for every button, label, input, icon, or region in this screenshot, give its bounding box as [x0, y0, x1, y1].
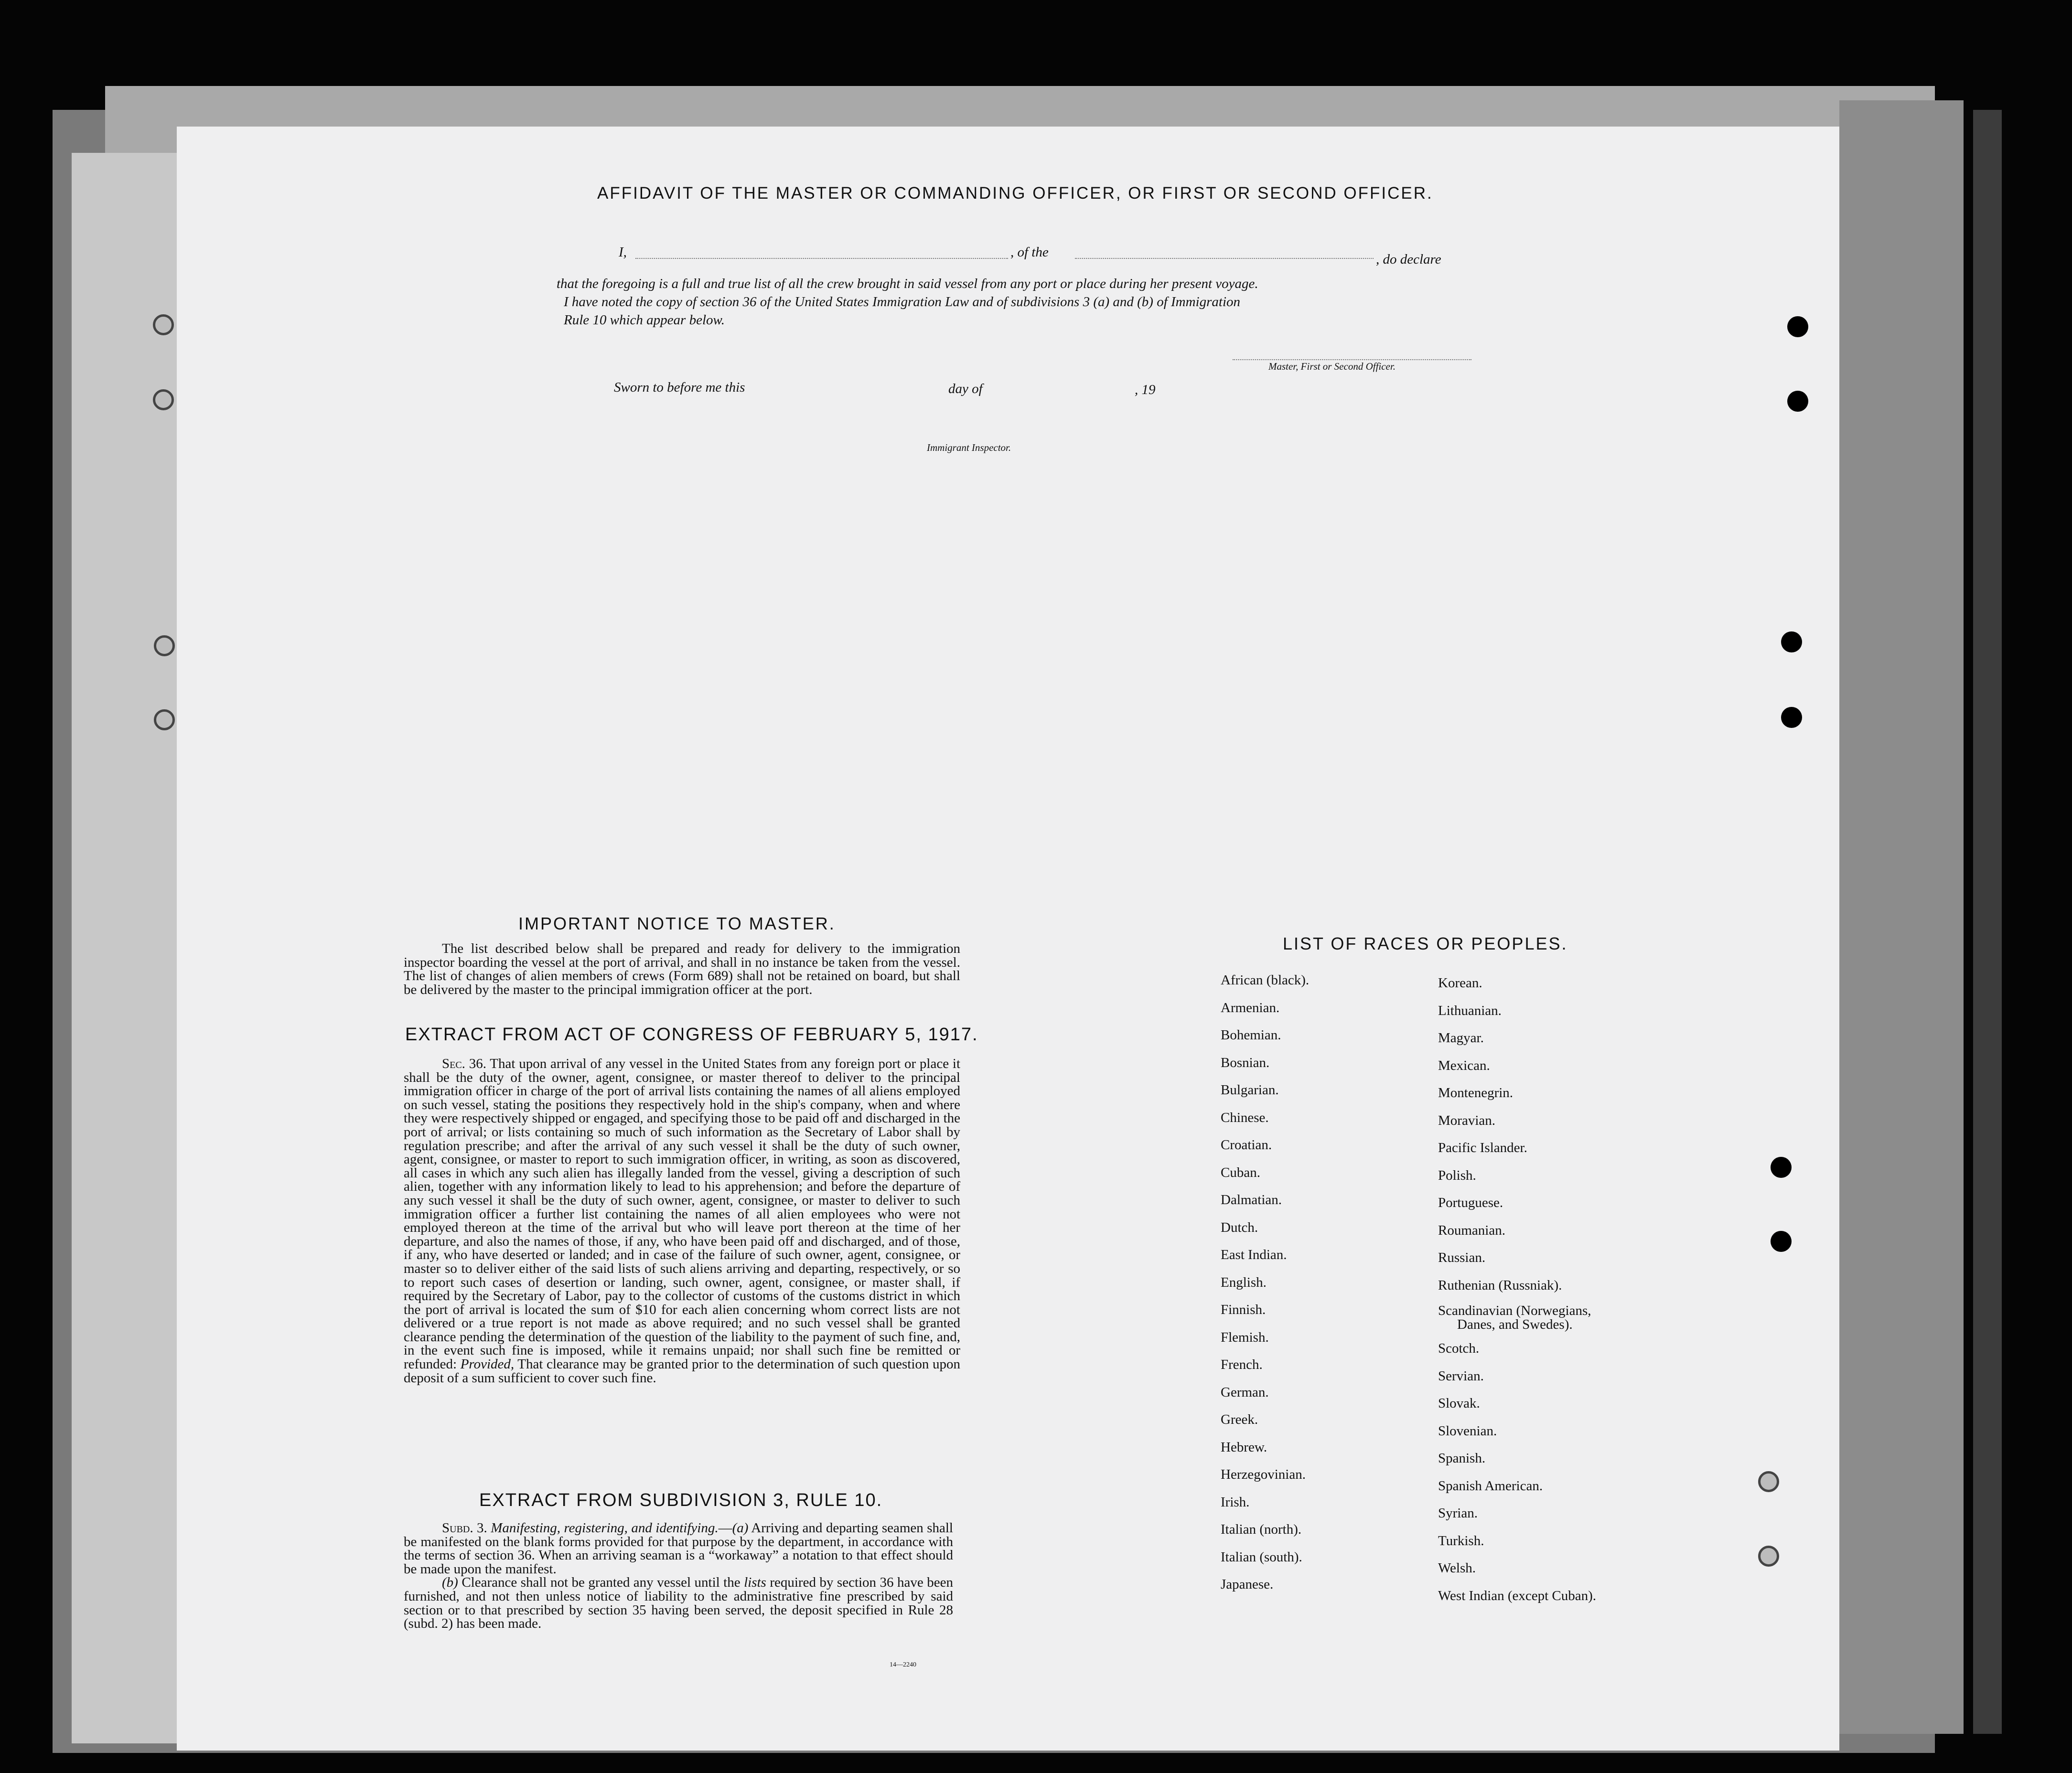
affidavit-i-label: I,	[619, 245, 627, 260]
race-item: Scandinavian (Norwegians,	[1438, 1303, 1591, 1318]
race-item: German.	[1221, 1384, 1269, 1400]
subdivision-title: Manifesting, registering, and identifying.	[491, 1520, 719, 1536]
race-item: Spanish American.	[1438, 1478, 1543, 1494]
race-item: Portuguese.	[1438, 1195, 1503, 1210]
race-item: Flemish.	[1221, 1329, 1269, 1345]
race-item: Dalmatian.	[1221, 1192, 1282, 1207]
rule-heading: EXTRACT FROM SUBDIVISION 3, RULE 10.	[479, 1490, 883, 1510]
act-text-block	[404, 1057, 960, 1385]
act-text-end: That clearance may be granted prior to the determination of such question upon deposit of a sum sufficient to cover such fine.	[404, 1356, 960, 1386]
punch-hole	[1787, 391, 1808, 412]
race-item: Croatian.	[1221, 1137, 1272, 1153]
binder-edge	[1973, 110, 2002, 1734]
race-item: Italian (north).	[1221, 1522, 1302, 1537]
affidavit-declare-label: , do declare	[1376, 252, 1441, 267]
affidavit-line-4: Rule 10 which appear below.	[564, 312, 725, 328]
notice-text: The list described below shall be prepared and ready for delivery to the immigration inspector boarding the vessel at the port of arrival, and shall in no instance be taken from the vessel. The list of changes of alien members of crews (Form 689) shall not be retained on board, but shall be delivered by the master to the principal immigration officer at the port.	[404, 941, 960, 997]
day-of-label: day of	[948, 381, 983, 396]
race-item: Slovenian.	[1438, 1423, 1497, 1439]
notice-heading: IMPORTANT NOTICE TO MASTER.	[518, 914, 836, 933]
race-item: Welsh.	[1438, 1560, 1476, 1576]
rule-part-b	[404, 1576, 953, 1630]
punch-hole	[1787, 316, 1808, 337]
race-item: Korean.	[1438, 975, 1482, 991]
race-item: Finnish.	[1221, 1302, 1266, 1317]
race-item: Polish.	[1438, 1167, 1476, 1183]
race-item: Moravian.	[1438, 1112, 1495, 1128]
rule-part-a: Subd. 3. Manifesting, registering, and identifying.—(a) Arriving and departing seamen shall be manifested on the blank forms provided for that purpose by the department, in accordance with the terms of section 36. When an arriving seaman is a “workaway” a notation to that effect should be made upon the manifest.	[404, 1520, 953, 1577]
name-blank-line[interactable]	[635, 258, 1008, 259]
race-item: Hebrew.	[1221, 1439, 1267, 1455]
punch-hole	[1771, 1231, 1792, 1252]
part-b-lists: lists	[744, 1575, 766, 1591]
act-paragraph	[404, 1057, 960, 1385]
punch-hole	[1781, 631, 1802, 652]
race-item: Cuban.	[1221, 1164, 1260, 1180]
sworn-label: Sworn to before me this	[614, 380, 745, 395]
section-label: Sec. 36.	[442, 1056, 486, 1071]
race-item: English.	[1221, 1274, 1267, 1290]
race-item-multiline	[1438, 1299, 1596, 1335]
race-item-continued: Danes, and Swedes).	[1457, 1317, 1573, 1332]
punch-hole	[1758, 1546, 1779, 1567]
part-b-label: (b)	[442, 1575, 458, 1591]
race-item: Pacific Islander.	[1438, 1140, 1527, 1155]
punch-hole	[1781, 707, 1802, 728]
part-a-label: (a)	[732, 1520, 749, 1536]
race-item: Bulgarian.	[1221, 1082, 1279, 1098]
race-item: Syrian.	[1438, 1506, 1478, 1521]
race-item: East Indian.	[1221, 1247, 1287, 1262]
punch-hole	[154, 709, 175, 730]
race-item: Italian (south).	[1221, 1549, 1302, 1565]
races-list-left	[1221, 967, 1309, 1599]
race-item: Japanese.	[1221, 1577, 1274, 1592]
race-item: African (black).	[1221, 972, 1310, 988]
races-list-right	[1438, 970, 1596, 1610]
affidavit-title: AFFIDAVIT OF THE MASTER OR COMMANDING OFFICER, OR FIRST OR SECOND OFFICER.	[597, 184, 1433, 203]
subdivision-label: Subd. 3.	[442, 1520, 487, 1536]
race-item: Chinese.	[1221, 1110, 1269, 1125]
race-item: Turkish.	[1438, 1533, 1484, 1549]
race-item: Servian.	[1438, 1368, 1484, 1384]
race-item: Lithuanian.	[1438, 1003, 1502, 1018]
race-item: Ruthenian (Russniak).	[1438, 1277, 1562, 1293]
affidavit-line-3: I have noted the copy of section 36 of the United States Immigration Law and of subdivisions 3 (a) and (b) of Immigration	[564, 294, 1241, 310]
part-a-text: Arriving and departing seamen shall be manifested on the blank forms provided for that purpose by the department, in accordance with the terms of section 36. When an arriving seaman is a “workaway” a notation to that effect should be made upon the manifest.	[404, 1520, 953, 1577]
affidavit-of-the-label: , of the	[1010, 245, 1049, 260]
race-item: French.	[1221, 1357, 1263, 1372]
act-text: That upon arrival of any vessel in the United States from any foreign port or place it shall be the duty of the owner, agent, consignee, or master thereof to deliver to the principal immigration officer in charge of the port of arrival lists containing the names of all aliens employed on such vessel, stating the positions they respectively hold in the ship's company, when and where they were respectively shipped or engaged, and specifying those to be paid off and discharged in the port of arrival; or lists containing so much of such information as the Secretary of Labor shall by regulation prescribe; and after the arrival of any such vessel it shall be the duty of such owner, agent, consignee, or master to report to such immigration officer, in writing, as soon as discovered, all cases in which any such alien has illegally landed from the vessel, giving a description of such alien, together with any information likely to lead to his apprehension; and before the departure of any such vessel it shall be the duty of such owner, agent, consignee, or master to deliver to such immigration officer a further list containing the names of all alien employees who were not employed thereon at the time of the arrival but who will leave port thereon at the time of her departure, and also the names of those, if any, who have been paid off and discharged, and of those, if any, who have deserted or landed; and in case of the failure of such owner, agent, consignee, or master so to deliver either of the said lists of such aliens arriving and departing, respectively, or so to report such cases of desertion or landing, such owner, agent, consignee, or master shall, if required by the Secretary of Labor, pay to the collector of customs of the customs district in which the port of arrival is located the sum of $10 for each alien concerning whom correct lists are not delivered or a true report is not made as above required; and no such vessel shall be granted clearance pending the determination of the question of the liability to the payment of such fine, and, in the event such fine is imposed, while it remains unpaid; nor shall such fine be remitted or refunded:	[404, 1056, 961, 1372]
signature-line[interactable]	[1233, 359, 1471, 360]
race-item: Mexican.	[1438, 1057, 1490, 1073]
race-item: Dutch.	[1221, 1219, 1258, 1235]
part-b-text-2: required by section 36 have been furnished, and not then unless notice of liability to the administrative fine prescribed by said section or to that prescribed by section 35 having been served, the deposit specified in Rule 28 (subd. 2) has been made.	[404, 1575, 953, 1632]
vessel-blank-line[interactable]	[1075, 258, 1374, 259]
provided-label: Provided,	[460, 1356, 515, 1372]
background-sheet-edge	[1839, 100, 1964, 1734]
race-item: Magyar.	[1438, 1030, 1484, 1046]
race-item: Armenian.	[1221, 1000, 1280, 1015]
inspector-label: Immigrant Inspector.	[927, 442, 1011, 453]
punch-hole	[1758, 1471, 1779, 1492]
notice-text-block	[404, 942, 960, 996]
act-heading: EXTRACT FROM ACT OF CONGRESS OF FEBRUARY 5, 1917.	[405, 1025, 978, 1045]
rule-text-block	[404, 1521, 953, 1631]
signature-label: Master, First or Second Officer.	[1268, 361, 1396, 372]
punch-hole	[153, 389, 174, 410]
race-item: West Indian (except Cuban).	[1438, 1588, 1597, 1603]
year-label: , 19	[1135, 382, 1156, 397]
race-item: Russian.	[1438, 1250, 1486, 1265]
race-item: Spanish.	[1438, 1451, 1486, 1466]
race-item: Roumanian.	[1438, 1222, 1505, 1238]
form-code: 14—2240	[890, 1661, 916, 1668]
race-item: Scotch.	[1438, 1341, 1480, 1356]
race-item: Slovak.	[1438, 1396, 1480, 1411]
affidavit-line-2: that the foregoing is a full and true list of all the crew brought in said vessel from any port or place during her present voyage.	[557, 276, 1258, 291]
race-item: Irish.	[1221, 1494, 1250, 1510]
part-b-text-1: Clearance shall not be granted any vessel until the	[462, 1575, 741, 1591]
punch-hole	[153, 314, 174, 335]
race-item: Montenegrin.	[1438, 1085, 1514, 1100]
race-item: Bohemian.	[1221, 1027, 1281, 1043]
punch-hole	[154, 635, 175, 656]
race-item: Greek.	[1221, 1412, 1258, 1427]
race-item: Herzegovinian.	[1221, 1467, 1306, 1482]
races-heading: LIST OF RACES OR PEOPLES.	[1283, 934, 1568, 953]
race-item: Bosnian.	[1221, 1055, 1270, 1070]
punch-hole	[1771, 1157, 1792, 1178]
